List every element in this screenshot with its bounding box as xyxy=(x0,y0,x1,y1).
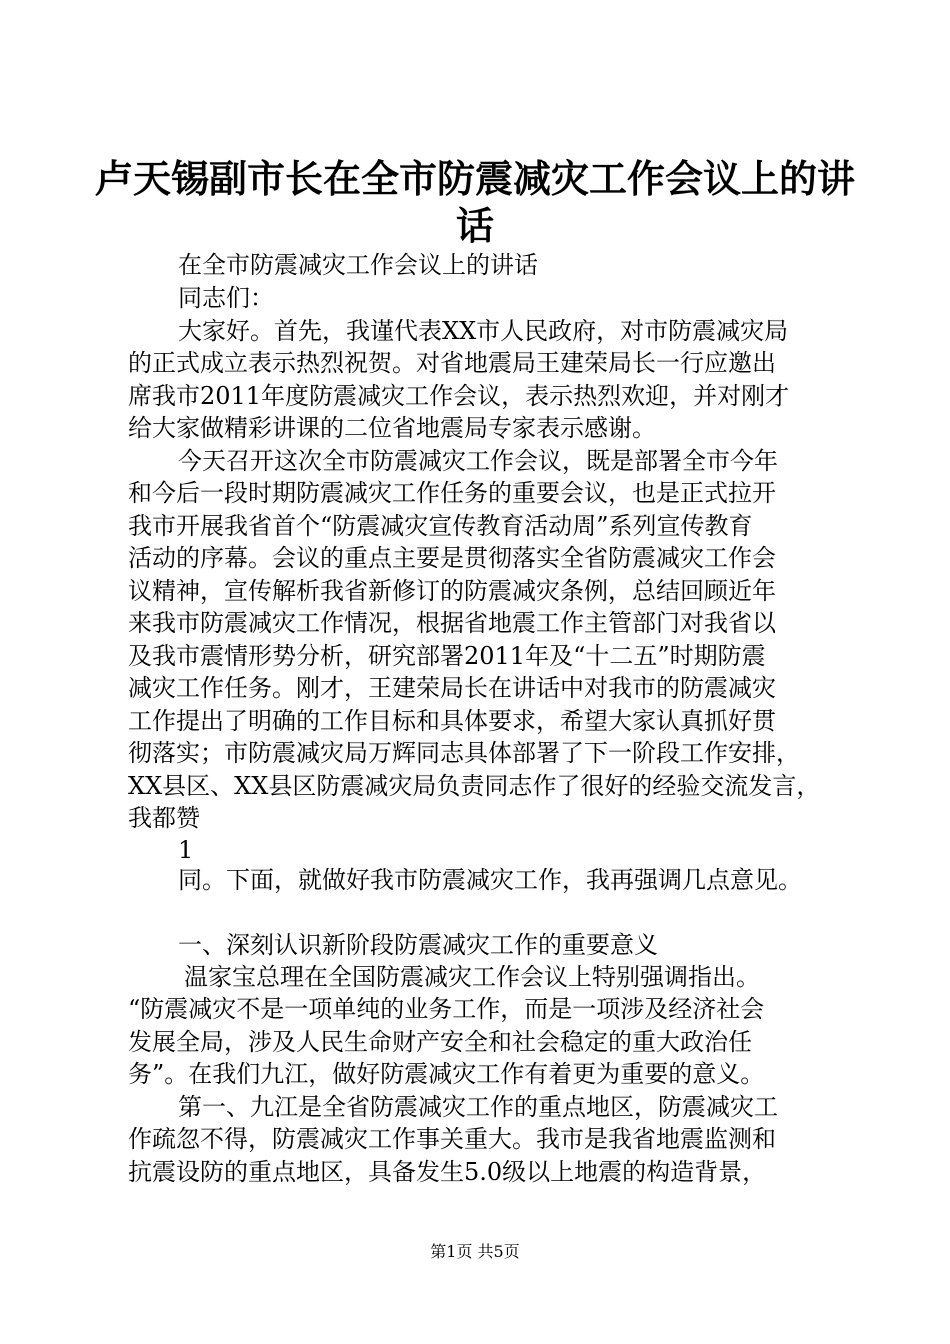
section-heading: 一、深刻认识新阶段防震减灾工作的重要意义 xyxy=(178,931,658,959)
body-line: 第一、九江是全省防震减灾工作的重点地区，防震减灾工 xyxy=(178,1093,778,1121)
body-line: “防震减灾不是一项单纯的业务工作，而是一项涉及经济社会 xyxy=(128,995,765,1023)
body-line: 同志们： xyxy=(178,284,274,312)
body-line: 席我市2011年度防震减灾工作会议，表示热烈欢迎，并对刚才 xyxy=(128,382,790,410)
body-line: 议精神，宣传解析我省新修订的防震减灾条例，总结回顾近年 xyxy=(128,577,776,605)
body-line: 发展全局，涉及人民生命财产安全和社会稳定的重大政治任 xyxy=(128,1028,752,1056)
body-line: 和今后一段时期防震减灾工作任务的重要会议，也是正式拉开 xyxy=(128,479,776,507)
body-line: 温家宝总理在全国防震减灾工作会议上特别强调指出。 xyxy=(184,963,760,991)
document-title-line2: 话 xyxy=(455,203,494,248)
body-line: 来我市防震减灾工作情况，根据省地震工作主管部门对我省以 xyxy=(128,609,776,637)
body-line: 减灾工作任务。刚才，王建荣局长在讲话中对我市的防震减灾 xyxy=(128,674,776,702)
body-line: 彻落实；市防震减灾局万辉同志具体部署了下一阶段工作安排， xyxy=(128,739,800,767)
body-line: 抗震设防的重点地区，具备发生5.0级以上地震的构造背景， xyxy=(128,1158,767,1186)
body-line: 在全市防震减灾工作会议上的讲话 xyxy=(178,251,538,279)
body-line: 大家好。首先，我谨代表XX市人民政府，对市防震减灾局 xyxy=(178,317,789,345)
body-line: 及我市震情形势分析，研究部署2011年及“十二五”时期防震 xyxy=(128,642,766,670)
body-line: 我市开展我省首个“防震减灾宣传教育活动周”系列宣传教育 xyxy=(128,512,753,540)
body-line: 给大家做精彩讲课的二位省地震局专家表示感谢。 xyxy=(128,414,656,442)
body-line: 同。下面，就做好我市防震减灾工作，我再强调几点意见。 xyxy=(178,866,802,894)
body-line: 的正式成立表示热烈祝贺。对省地震局王建荣局长一行应邀出 xyxy=(128,349,776,377)
page-break-number: 1 xyxy=(178,836,194,864)
body-line: 务”。在我们九江，做好防震减灾工作有着更为重要的意义。 xyxy=(128,1060,765,1088)
body-line: 作疏忽不得，防震减灾工作事关重大。我市是我省地震监测和 xyxy=(128,1125,776,1153)
body-line: 今天召开这次全市防震减灾工作会议，既是部署全市今年 xyxy=(178,447,778,475)
body-line: 我都赞 xyxy=(128,804,200,832)
body-line: 工作提出了明确的工作目标和具体要求，希望大家认真抓好贯 xyxy=(128,707,776,735)
body-line: 活动的序幕。会议的重点主要是贯彻落实全省防震减灾工作会 xyxy=(128,544,776,572)
body-line: XX县区、XX县区防震减灾局负责同志作了很好的经验交流发言， xyxy=(128,772,821,800)
page-footer: 第1页 共5页 xyxy=(430,1242,520,1261)
document-title-line1: 卢天锡副市长在全市防震减灾工作会议上的讲 xyxy=(94,156,855,201)
